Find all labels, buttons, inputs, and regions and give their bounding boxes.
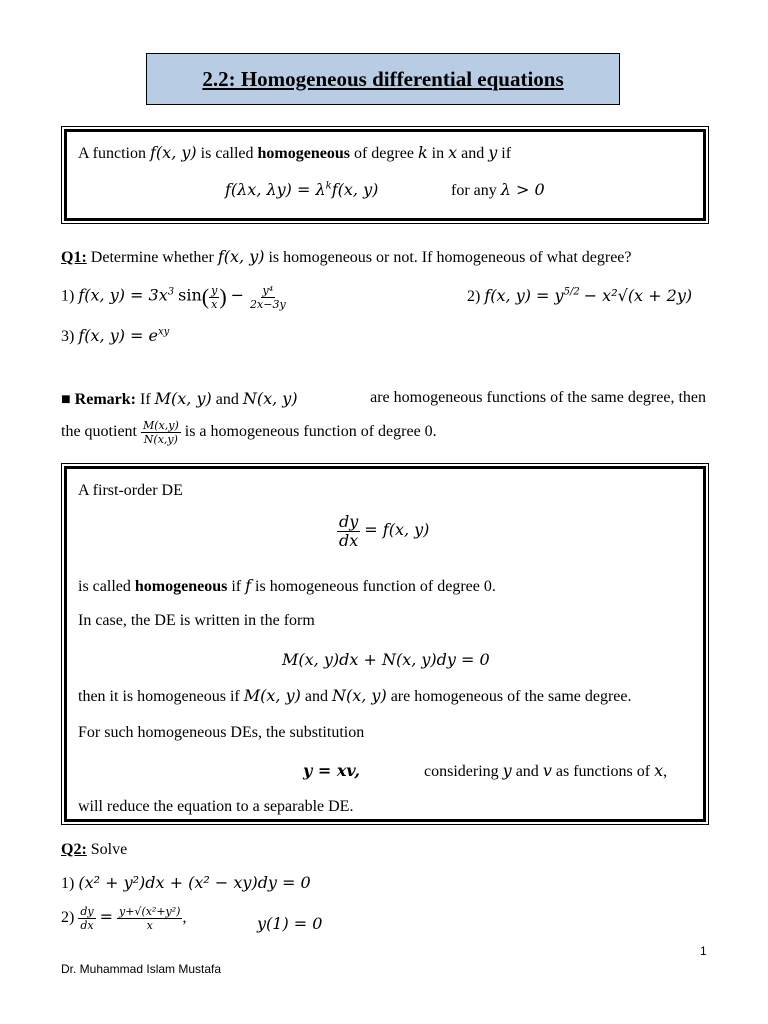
q1-item-1 [61,284,288,310]
q2-item-1 [61,873,311,893]
text: is homogeneous or not. If homogeneous of what degree? [264,249,632,266]
bold-term: homogeneous [257,145,350,162]
math-f: f(x, y) [217,247,265,266]
paren-right: ) [219,284,227,309]
fraction [117,906,182,931]
item-number: 1) [61,287,75,305]
math-f: f [245,576,252,595]
math-sup: xy [158,326,170,338]
math: = [99,907,113,927]
text: In case, the DE is written in the form [78,612,315,629]
math-x: x [654,761,664,780]
author-footer: Dr. Muhammad Islam Mustafa [61,962,222,976]
text: is a homogeneous function of degree 0. [180,423,437,441]
text: in [427,145,449,162]
math-y: y [488,143,498,162]
q2-item-2 [61,906,186,931]
text: A first-order DE [78,482,183,499]
denominator: N(x,y) [143,433,178,446]
text: as functions of [551,763,655,780]
remark-line-1 [61,389,706,409]
denominator: dx [339,531,359,550]
substitution: y = xv, [303,761,360,780]
denominator: x [211,297,218,311]
item-number: 2) [61,909,75,927]
text: is called [196,145,258,162]
text: the quotient [61,423,141,441]
initial-condition: y(1) = 0 [257,914,323,933]
remark-line-2 [61,420,437,445]
q1-label: Q1: [61,249,87,266]
math-sup: 5/2 [563,286,580,298]
text: and [457,145,489,162]
bullet-square-icon: ■ [61,391,71,408]
math-y: y [502,761,512,780]
math-x: x [448,143,458,162]
definition-box-homogeneous-de [64,466,706,822]
q1-item-2 [467,286,692,306]
fraction [248,285,288,310]
math: f(x, y) = 3x [78,285,168,305]
math: f(x, y) = e [78,326,159,345]
text: Determine whether [86,249,218,266]
def2-line-2 [78,576,496,596]
de-standard-form: M(x, y)dx + N(x, y)dy = 0 [282,650,490,669]
numerator: dy [339,512,359,531]
math: (x² + y²)dx + (x² − xy)dy = 0 [78,873,311,892]
definition-box-homogeneous-function [64,129,706,221]
math: − [230,285,245,305]
math-cond: λ > 0 [500,180,545,199]
remark-label: Remark: [74,391,136,408]
math-N: N(x, y) [331,686,387,705]
text: if [227,578,246,595]
text: are homogeneous of the same degree. [386,688,632,705]
math-v: v [542,761,552,780]
numerator: dy [80,905,94,918]
eq-sup: k [325,180,332,192]
def2-line-4 [78,686,632,706]
substitution-note [424,761,667,781]
math-M: M(x, y) [154,389,212,408]
item-number: 1) [61,875,75,892]
q1-item-3 [61,326,169,346]
numerator: y [211,283,218,297]
text: If [135,391,155,408]
text: are homogeneous functions of the same degree, then [370,389,706,406]
de-equation [337,514,429,549]
numerator: y⁴ [262,283,274,297]
q2-heading [61,841,127,859]
fraction [141,420,181,445]
math-N: N(x, y) [242,389,298,408]
text: , [182,909,187,927]
definition-text [78,143,511,163]
math-sup: 3 [167,286,175,298]
math-k: k [417,143,428,162]
denominator: x [146,919,153,932]
denominator: 2x−3y [250,297,286,311]
math: f(x, y) = y [484,286,564,305]
text: considering [424,763,503,780]
title-box [146,53,620,105]
numerator: y+√(x²+y²) [119,905,181,918]
fraction [78,906,95,931]
text: , [663,763,668,780]
math-sin: sin [178,285,202,305]
page-title: 2.2: Homogeneous differential equations [202,66,564,91]
bold-term: homogeneous [134,578,228,595]
paren-left: ( [201,284,210,309]
math-M: M(x, y) [243,686,301,705]
definition-condition [451,180,545,200]
text: and [211,391,243,408]
page-number: 1 [700,944,707,958]
text: will reduce the equation to a separable DE. [78,798,354,815]
item-number: 2) [467,288,481,305]
eq-part: f(x, y) [331,180,379,199]
text: then it is homogeneous if [78,688,244,705]
definition-equation [225,180,378,199]
math: − x²√(x + 2y) [583,286,693,305]
text: for any [451,182,501,199]
fraction [209,285,219,310]
text: and [511,763,543,780]
text: is homogeneous function of degree 0. [251,578,496,595]
q2-label: Q2: [61,841,87,858]
text: Solve [86,841,128,858]
text: is called [78,578,135,595]
numerator: M(x,y) [142,419,179,432]
eq-part: f(λx, λy) = λ [225,180,326,199]
text: of degree [349,145,418,162]
math-f: f(x, y) [150,143,197,162]
text: and [300,688,332,705]
text: if [497,145,512,162]
denominator: dx [80,919,94,932]
item-number: 3) [61,328,75,345]
q1-heading [61,247,632,267]
math: = f(x, y) [364,520,430,540]
text: For such homogeneous DEs, the substitution [78,724,365,741]
text: A function [78,145,150,162]
fraction [337,514,360,549]
